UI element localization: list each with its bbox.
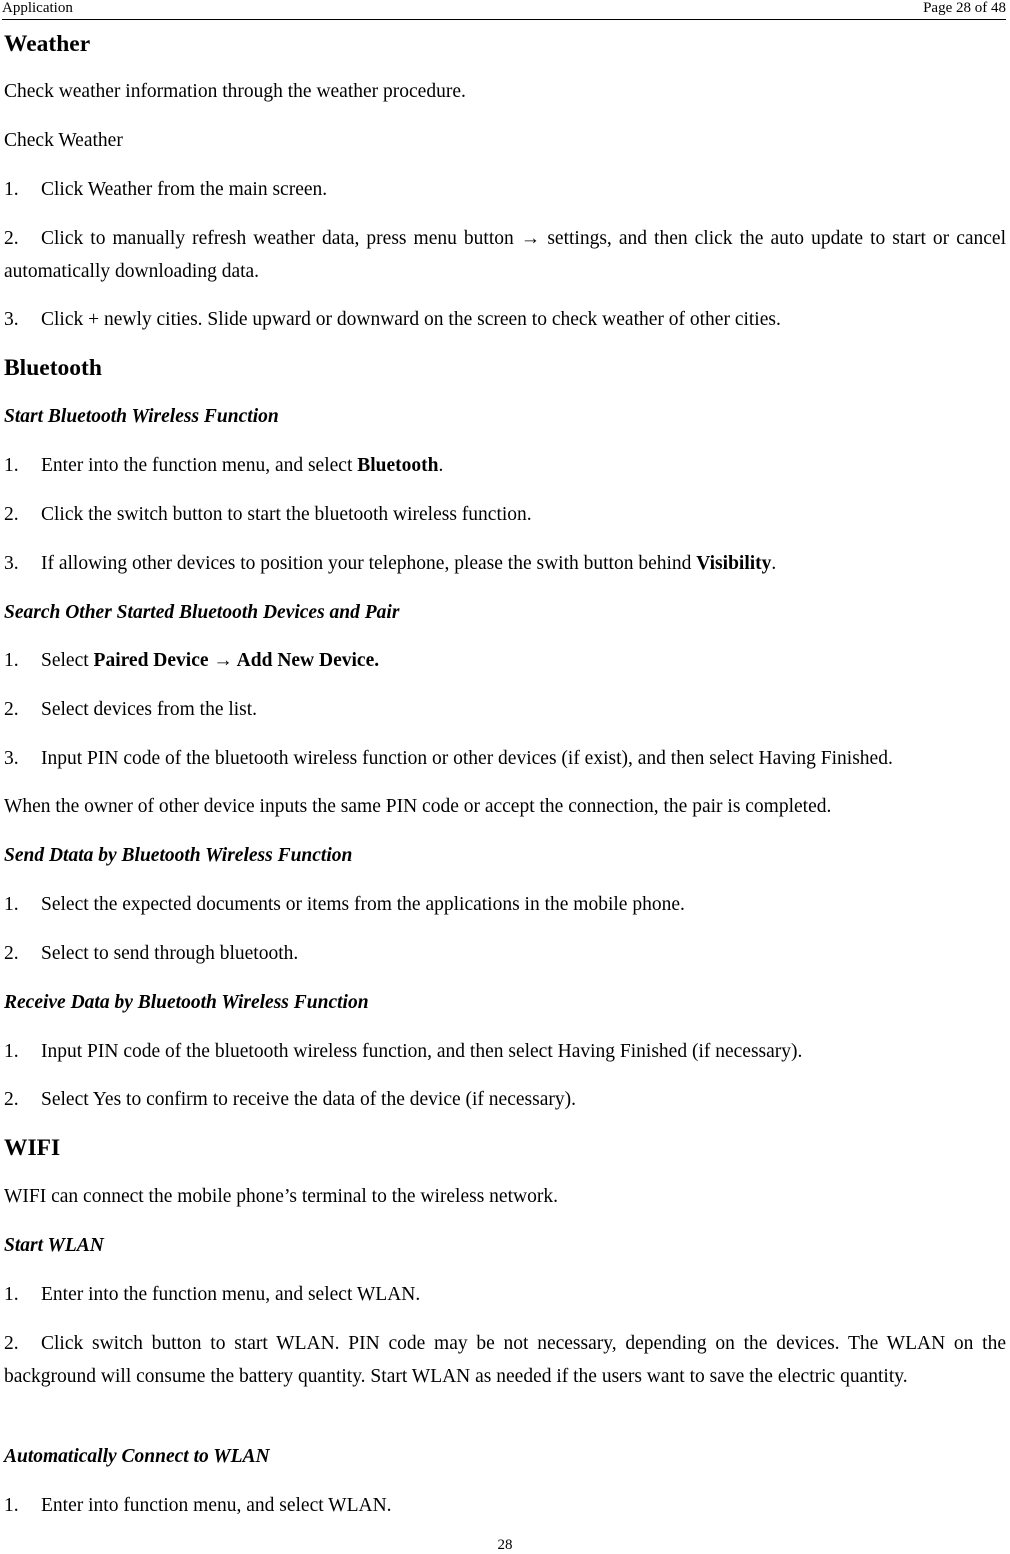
weather-step-2 xyxy=(4,222,1006,288)
step-number: 1. xyxy=(4,1041,19,1062)
step-number: 2. xyxy=(4,1089,19,1110)
bluetooth-start-step-1 xyxy=(4,453,1006,478)
step-number: 3. xyxy=(4,553,19,574)
step-text-end: . xyxy=(771,553,777,574)
step-text: Input PIN code of the bluetooth wireless function, and then select Having Finished (if necessary). xyxy=(41,1041,803,1062)
bluetooth-send-step-1 xyxy=(4,892,1006,917)
step-number: 1. xyxy=(4,455,19,476)
step-number: 3. xyxy=(4,748,19,769)
step-bold-text: Bluetooth xyxy=(357,455,439,476)
step-text: Select the expected documents or items from the applications in the mobile phone. xyxy=(41,894,685,915)
bluetooth-receive-subheading: Receive Data by Bluetooth Wireless Function xyxy=(4,992,369,1013)
bluetooth-start-step-2 xyxy=(4,502,1006,527)
bluetooth-send-step-2 xyxy=(4,941,1006,966)
step-text: If allowing other devices to position your telephone, please the swith button behind xyxy=(41,553,697,574)
step-number: 1. xyxy=(4,650,19,671)
step-number: 2. xyxy=(4,943,19,964)
step-text: Click Weather from the main screen. xyxy=(41,179,328,200)
bluetooth-receive-step-2 xyxy=(4,1087,1006,1112)
wifi-start-step-1 xyxy=(4,1282,1006,1307)
page-header xyxy=(2,0,1006,20)
bluetooth-search-step-1 xyxy=(4,648,1006,673)
wifi-heading: WIFI xyxy=(4,1135,61,1161)
step-number: 1. xyxy=(4,1284,19,1305)
step-bold-text: Visibility xyxy=(696,553,772,574)
bluetooth-search-subheading: Search Other Started Bluetooth Devices and Pair xyxy=(4,602,400,623)
wifi-auto-step-1 xyxy=(4,1493,1006,1518)
step-text: Click + newly cities. Slide upward or downward on the screen to check weather of other cities. xyxy=(41,309,781,330)
step-text: Select Yes to confirm to receive the data of the device (if necessary). xyxy=(41,1089,576,1110)
step-bold-text: Paired Device → Add New Device. xyxy=(93,650,380,671)
wifi-auto-subheading: Automatically Connect to WLAN xyxy=(4,1446,270,1467)
bluetooth-search-step-2 xyxy=(4,697,1006,722)
wifi-start-step-2 xyxy=(4,1327,1006,1393)
bluetooth-receive-step-1 xyxy=(4,1039,1006,1064)
step-text-end: . xyxy=(438,455,444,476)
page-number-footer: 28 xyxy=(497,1537,513,1553)
bluetooth-send-subheading: Send Dtata by Bluetooth Wireless Function xyxy=(4,845,353,866)
step-number: 1. xyxy=(4,894,19,915)
header-section-title: Application xyxy=(2,0,73,16)
weather-intro: Check weather information through the weather procedure. xyxy=(4,81,466,102)
step-text: Select to send through bluetooth. xyxy=(41,943,299,964)
bluetooth-search-note: When the owner of other device inputs the same PIN code or accept the connection, the pair is completed. xyxy=(4,796,832,817)
step-text: Select devices from the list. xyxy=(41,699,258,720)
step-number: 2. xyxy=(4,504,19,525)
bluetooth-search-step-3 xyxy=(4,746,1006,771)
step-text: Click switch button to start WLAN. PIN code may be not necessary, depending on the devices. The WLAN on the background will consume the battery quantity. Start WLAN as needed if the users want to save the electric quantity. xyxy=(4,1333,1006,1387)
step-number: 1. xyxy=(4,179,19,200)
step-text: Click the switch button to start the bluetooth wireless function. xyxy=(41,504,532,525)
step-text: Input PIN code of the bluetooth wireless function or other devices (if exist), and then select Having Finished. xyxy=(41,748,893,769)
weather-step-3 xyxy=(4,307,1006,332)
step-number: 2. xyxy=(4,1333,19,1354)
wifi-start-subheading: Start WLAN xyxy=(4,1235,104,1256)
bluetooth-start-step-3 xyxy=(4,551,1006,576)
step-text: Enter into the function menu, and select xyxy=(41,455,358,476)
header-page-indicator: Page 28 of 48 xyxy=(923,0,1006,16)
step-number: 1. xyxy=(4,1495,19,1516)
step-text: Enter into the function menu, and select WLAN. xyxy=(41,1284,421,1305)
step-text: Enter into function menu, and select WLAN. xyxy=(41,1495,392,1516)
step-number: 2. xyxy=(4,228,19,249)
step-text: Select xyxy=(41,650,94,671)
wifi-intro: WIFI can connect the mobile phone’s terminal to the wireless network. xyxy=(4,1186,558,1207)
weather-step-1 xyxy=(4,177,1006,202)
weather-heading: Weather xyxy=(4,31,91,57)
weather-subtitle: Check Weather xyxy=(4,130,123,151)
step-number: 3. xyxy=(4,309,19,330)
bluetooth-start-subheading: Start Bluetooth Wireless Function xyxy=(4,406,279,427)
step-number: 2. xyxy=(4,699,19,720)
bluetooth-heading: Bluetooth xyxy=(4,355,102,381)
step-text: Click to manually refresh weather data, press menu button → settings, and then click the auto update to start or cancel automatically downloading data. xyxy=(4,228,1006,282)
